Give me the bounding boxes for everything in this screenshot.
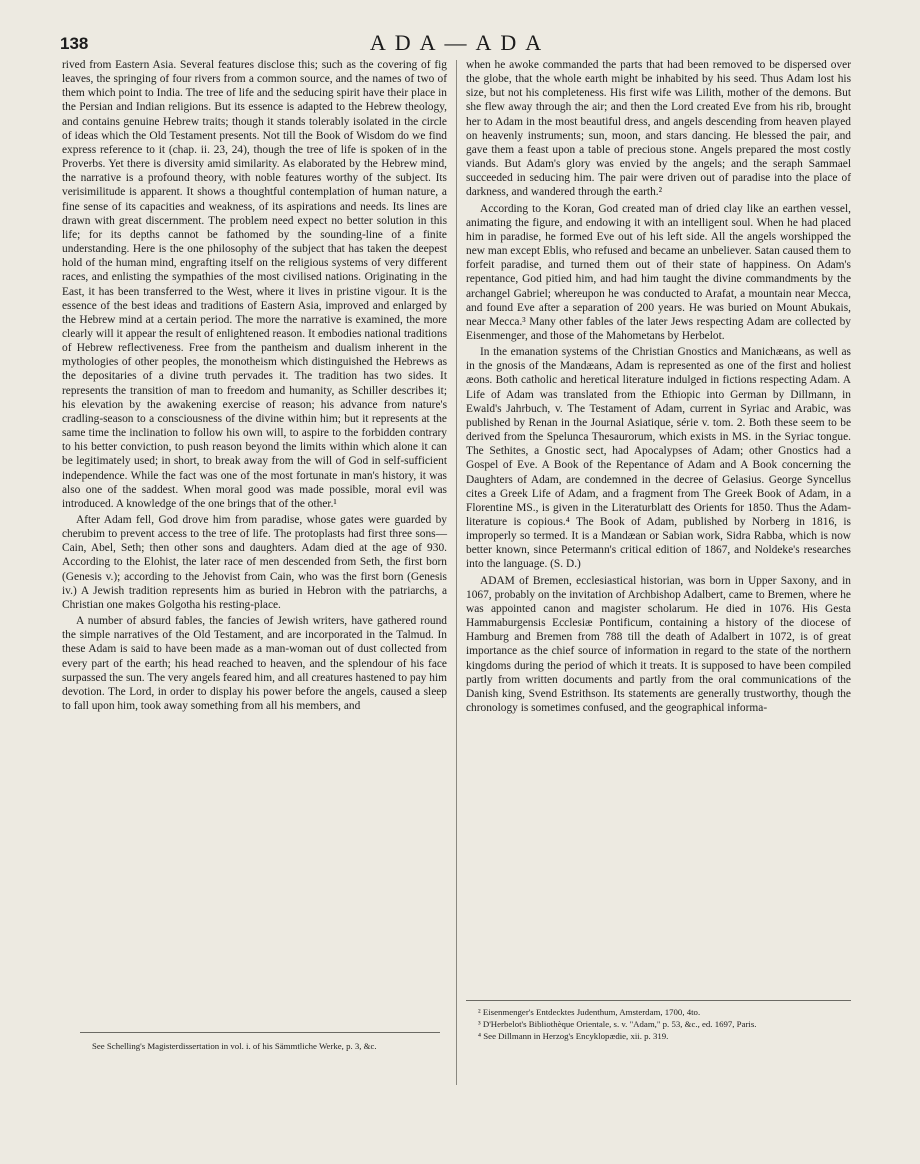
paragraph: rived from Eastern Asia. Several features disclose this; such as the covering of fig leaves, the springing of four rivers from a common source, and the names of two of them which point to India. The tree of life and the seducing spirit have their place in the Persian and Indian religions. But its essence is adapted to the Hebrew theology, and contains genuine Hebrew traits; though it stands tolerably isolated in the circle of ideas which the Old Testament presents. Not till the Book of Wisdom do we find express reference to it (chap. ii. 23, 24), though the tree of life is spoken of in the Proverbs. Yet there is diversity amid similarity. As elaborated by the Hebrew mind, the narrative is a profound theory, with noble features worthy of the subject. Its verisimilitude is apparent. It shows a thoughtful contemplation of human nature, a fine sense of its capacities and weakness, of its aspirations and needs. Its lines are drawn with great discernment. The problem need expect no better solution in this life; for its depths cannot be fathomed by the sounding-line of a finite understanding. Here is the one philosophy of the subject that has taken the deepest hold of the human mind, engrafting itself on the religious systems of very different races, and enlisting the sympathies of the most civilised nations. Originating in the East, it has been transferred to the West, where it lives in pristine vigour. It is the essence of the best ideas and traditions of Eastern Asia, improved and enlarged by the Hebrew mind at a certain period. The more the narrative is examined, the more clearly will it appear the result of enlightened reason. It embodies national traditions of Hebrew reflectiveness. Free from the pantheism and dualism inherent in the mythologies of other peoples, the monotheism which distinguished the Hebrews as the depositaries of a divine truth pervades it. The tradition has two sides. It represents the transition of man to freedom and humanity, as Schiller describes it; his elevation by the awakening exercise of reason; his advance from nature's cradling-season to a consciousness of the divine within him; but it represents at the same time the inclination to follow his own will, to aspire to the forbidden contrary to his better conviction, to push reason beyond the limits within which alone it can be legitimately used; in short, to break away from the will of God in self-sufficient independence. While the fact was one of the most fortunate in man's history, it was also one of the saddest. When moral good was made possible, moral evil was introduced. A knowledge of the one brings that of the other.¹ — [62, 59, 447, 510]
footnotes-right — [466, 1006, 851, 1042]
footnote-rule-left — [80, 1032, 440, 1033]
paragraph: According to the Koran, God created man of dried clay like an earthen vessel, animating the figure, and endowing it with an intelligent soul. When he had placed him in paradise, he formed Eve out of his left side. All the angels worshipped the new man except Eblis, who refused and became an unbeliever. Satan caused them to forfeit paradise, and turned them out of their state of happiness. On Adam's repentance, God pitied him, and had him taught the divine commandments by the archangel Gabriel; whereupon he was conducted to Arafat, a mountain near Mecca, and found Eve after a separation of 200 years. He was buried on Mount Abukais, near Mecca.³ Many other fables of the later Jews respecting Adam are collected by Eisenmenger, and those of the Mahometans by Herbelot. — [466, 202, 851, 342]
footnote: See Schelling's Magisterdissertation in vol. i. of his Sämmtliche Werke, p. 3, &c. — [92, 1041, 377, 1051]
running-head: ADA—ADA — [369, 30, 551, 55]
page-number: 138 — [60, 34, 89, 53]
footnote: ² Eisenmenger's Entdecktes Judenthum, Amsterdam, 1700, 4to. — [478, 1007, 701, 1017]
footnote: ⁴ See Dillmann in Herzog's Encyklopædie, xii. p. 319. — [478, 1031, 669, 1041]
paragraph: In the emanation systems of the Christian Gnostics and Manichæans, as well as in the gnosis of the Mandæans, Adam is represented as one of the first and holiest æons. Both catholic and heretical literature indulged in fictions respecting Adam. A Life of Adam was translated from the Ethiopic into German by Dillmann, in Ewald's Jahrbuch, v. The Testament of Adam, current in Syriac and Arabic, was published by Renan in the Journal Asiatique, série v. tom. 2. Both these seem to be derived from the Spelunca Thesaurorum, which exists in MS. in the Syriac tongue. The Sethites, a Gnostic sect, had Apocalypses of Adam; other Gnostics had a Gospel of Eve. A Book of the Repentance of Adam and A Book concerning the Daughters of Adam, are condemned in the decree of Gelasius. George Syncellus cites a Greek Life of Adam, and a fragment from The Greek Book of Adam, in a Florentine MS., is given in the Literaturblatt des Orients for 1850. Thus the Adam-literature is copious.⁴ The Book of Adam, published by Norberg in 1816, is improperly so termed. It is a Mandæan or Sabian work, Sidra Rabba, which is now better known, since Petermann's critical edition of 1867, and Noldeke's researches into the language. (S. D.) — [466, 346, 851, 571]
column-divider — [456, 60, 457, 1085]
footnote-rule-right — [466, 1000, 851, 1001]
paragraph: A number of absurd fables, the fancies of Jewish writers, have gathered round the simple narratives of the Old Testament, and are incorporated in the Talmud. In these Adam is said to have been made as a man-woman out of dust collected from every part of the earth; his head reached to heaven, and the splendour of his face surpassed the sun. The very angels feared him, and all creatures hastened to pay him devotion. The Lord, in order to display his power before the angels, caused a sleep to fall upon him, took away something from all his members, and — [62, 615, 447, 713]
paragraph: ADAM of Bremen, ecclesiastical historian, was born in Upper Saxony, and in 1067, probably on the invitation of Archbishop Adalbert, came to Bremen, where he was appointed canon and magister scholarum. He died in 1076. His Gesta Hammaburgensis Ecclesiæ Pontificum, containing a history of the diocese of Hamburg and Bremen from 788 till the death of Adalbert in 1072, is of great importance as the chief source of information in regard to the state of the northern kingdoms during the period of which it treats. It is supposed to have been compiled partly from written documents and partly from the oral communications of the Danish king, Svend Estrithson. Its statements are generally trustworthy, though the chronology is sometimes confused, and the geographical informa- — [466, 574, 851, 715]
footnote: ³ D'Herbelot's Bibliothèque Orientale, s. v. "Adam," p. 53, &c., ed. 1697, Paris. — [478, 1019, 757, 1029]
left-column — [62, 58, 447, 713]
footnotes-left — [80, 1040, 440, 1052]
right-column — [466, 58, 851, 715]
paragraph: After Adam fell, God drove him from paradise, whose gates were guarded by cherubim to prevent access to the tree of life. The protoplasts had first three sons—Cain, Abel, Seth; then other sons and daughters. Adam died at the age of 930. According to the Elohist, the later race of men descended from Seth, the first born (Genesis v.); according to the Jehovist from Cain, who was the first born (Genesis iv.) A Jewish tradition represents him as buried in Hebron with the patriarchs, a Christian one makes Golgotha his resting-place. — [62, 514, 447, 611]
paragraph: when he awoke commanded the parts that had been removed to be dispersed over the globe, that the whole earth might be inhabited by his seed. Thus Adam lost his size, but not his completeness. His first wife was Lilith, mother of the demons. But she flew away through the air; and then the Lord created Eve from his rib, brought her to Adam in the most beautiful dress, and angels descending from heaven played on heavenly instruments; sun, moon, and stars dancing. He blessed the pair, and gave them a feast upon a table of precious stone. Angels prepared the most costly viands. But Adam's glory was envied by the angels; and the seraph Sammael succeeded in seducing him. The pair were driven out of paradise into the place of darkness, and wandered through the earth.² — [466, 59, 851, 199]
